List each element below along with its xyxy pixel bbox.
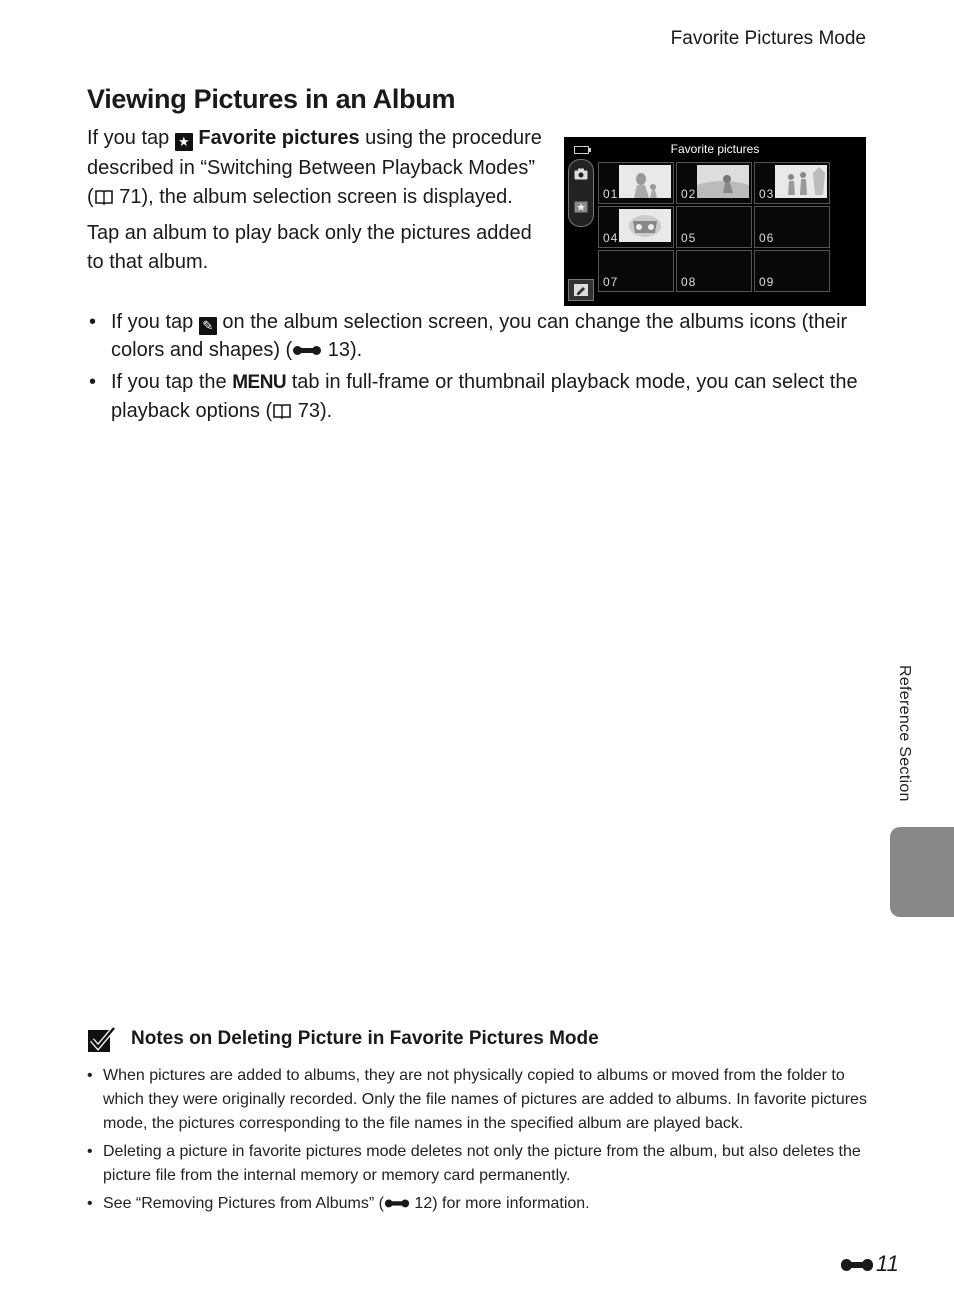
album-thumbnail <box>697 165 749 198</box>
reference-section-icon <box>840 1256 874 1274</box>
side-section-label: Reference Section <box>896 665 913 802</box>
screen-title: Favorite pictures <box>670 142 760 156</box>
edit-icon: ✎ <box>199 317 217 335</box>
album-grid <box>598 162 832 292</box>
album-thumbnail <box>775 165 827 198</box>
album-cell: 01 <box>598 162 674 204</box>
album-cell: 06 <box>754 206 830 248</box>
intro-text <box>87 124 547 284</box>
album-cell: 07 <box>598 250 674 292</box>
page-title: Viewing Pictures in an Album <box>87 84 456 114</box>
bullet-item: • If you tap the MENU tab in full-frame or thumbnail playback mode, you can select the playback options ( 73). <box>89 371 858 422</box>
album-cell: 05 <box>676 206 752 248</box>
album-cell: 04 <box>598 206 674 248</box>
favorite-star-icon: ★ <box>175 133 193 151</box>
album-cell: 09 <box>754 250 830 292</box>
notes-list <box>87 1064 867 1220</box>
playback-mode-tabs <box>568 159 594 227</box>
book-ref-icon <box>94 189 114 205</box>
album-thumbnail <box>619 165 671 198</box>
album-cell: 02 <box>676 162 752 204</box>
book-ref-icon <box>272 403 292 419</box>
album-cell: 08 <box>676 250 752 292</box>
reference-section-icon <box>384 1196 410 1210</box>
note-check-icon <box>87 1026 117 1053</box>
notes-title: Notes on Deleting Picture in Favorite Pictures Mode <box>131 1028 599 1049</box>
page-number: 11 <box>840 1251 899 1277</box>
intro-paragraph-1: If you tap ★ Favorite pictures using the procedure described in “Switching Between Playback Modes” ( 71), the album selection screen is displayed. <box>87 127 542 208</box>
note-item: • See “Removing Pictures from Albums” ( 12) for more information. <box>87 1195 590 1212</box>
running-header: Favorite Pictures Mode <box>670 28 866 49</box>
camera-screen-illustration <box>564 137 866 306</box>
favorite-album-icon <box>572 198 590 216</box>
album-thumbnail <box>619 209 671 242</box>
note-item: • When pictures are added to albums, they are not physically copied to albums or moved from the folder to which they were originally recorded. Only the file names of pictures are added to albums. In favorite pictures mode, the pictures corresponding to the file names in the specified album are played back. <box>87 1067 867 1132</box>
edit-album-icon <box>568 279 594 301</box>
bullet-item: • If you tap ✎ on the album selection screen, you can change the albums icons (their colors and shapes) ( 13). <box>89 311 848 361</box>
bullet-list <box>87 308 877 429</box>
note-item: • Deleting a picture in favorite pictures mode deletes not only the picture from the album, but also deletes the picture file from the internal memory or memory card permanently. <box>87 1143 861 1184</box>
intro-paragraph-2: Tap an album to play back only the pictures added to that album. <box>87 221 532 273</box>
album-cell: 03 <box>754 162 830 204</box>
camera-icon <box>572 166 590 184</box>
side-thumb-tab <box>890 827 954 917</box>
reference-section-icon <box>292 342 322 358</box>
menu-icon: MENU <box>232 372 287 393</box>
